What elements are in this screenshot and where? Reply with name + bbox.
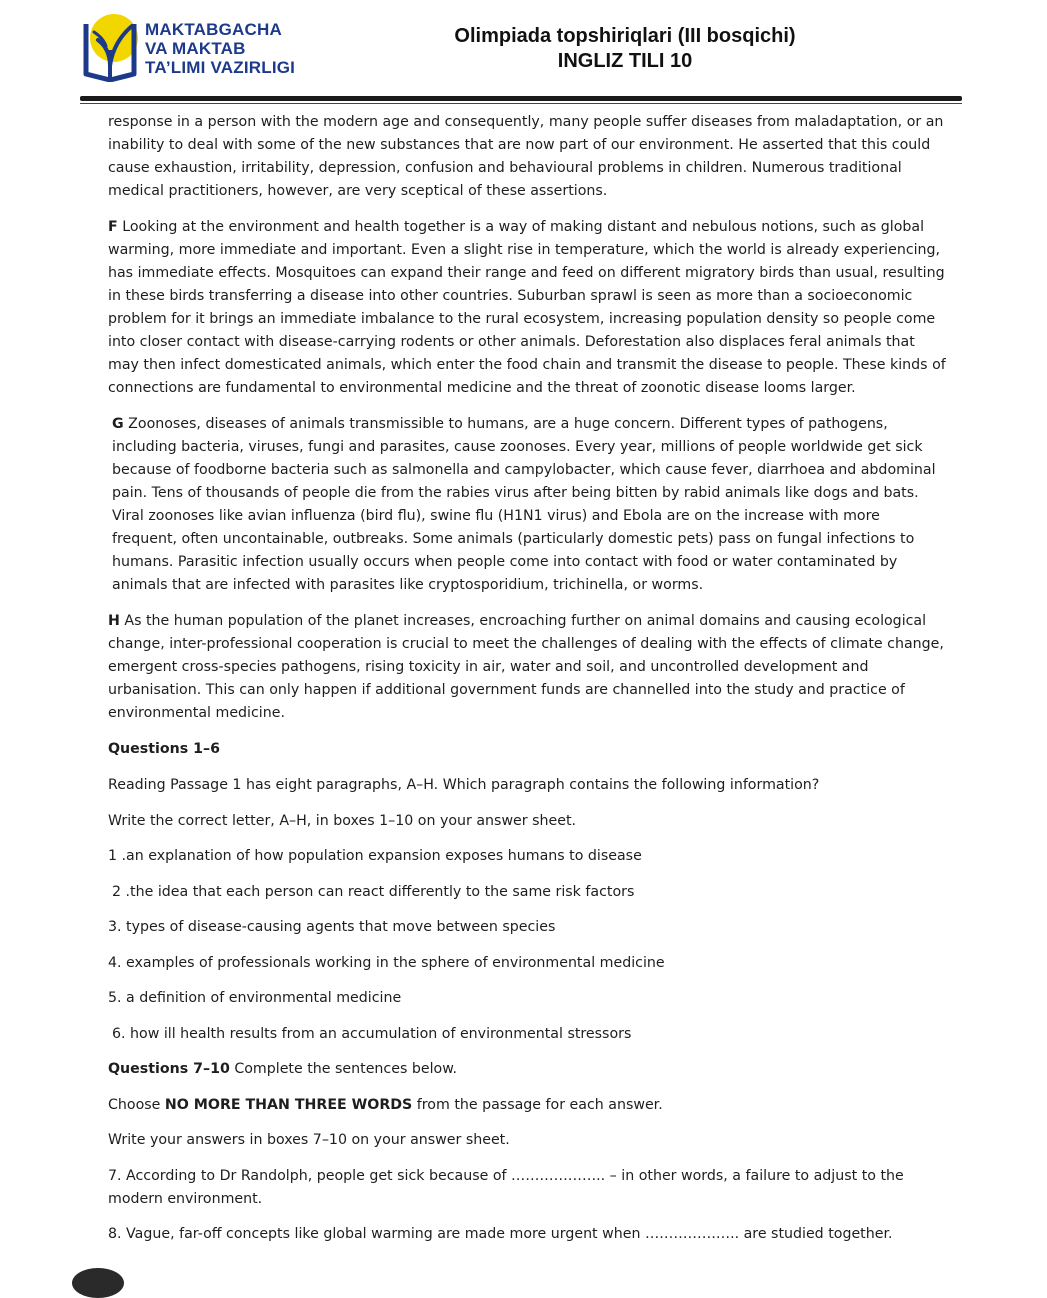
- question-item-5: 5. a definition of environmental medicine: [108, 990, 402, 1006]
- questions-1-6-heading-text: Questions 1–6: [108, 741, 220, 757]
- paragraph-f-text: Looking at the environment and health together is a way of making distant and nebulous notions, such as global warming, more immediate and important. Even a slight rise in temperature, which the world is already experiencing, has immediate effects. Mosquitoes can expand their range and feed on different migratory birds than usual, resulting in these birds transferring a disease into other countries. Suburban sprawl is seen as more than a socioeconomic problem for it brings an immediate imbalance to the rural ecosystem, increasing population density so people come into closer contact with disease-carrying rodents or other animals. Deforestation also displaces feral animals that may then infect domesticated animals, which enter the food chain and transmit the disease to people. These kinds of connections are fundamental to environmental medicine and the threat of zoonotic disease looms larger.: [108, 219, 946, 396]
- question-item-3: 3. types of disease-causing agents that move between species: [108, 919, 556, 935]
- questions-7-10-heading-text: Questions 7–10: [108, 1061, 230, 1077]
- question-item-7: 7. According to Dr Randolph, people get sick because of ……………….. – in other words, a failure to adjust to the modern environment.: [108, 1167, 904, 1207]
- title-line-2: INGLIZ TILI 10: [557, 50, 693, 72]
- ministry-line-2: VA MAKTAB: [145, 39, 246, 58]
- questions-7-10-heading-rest: Complete the sentences below.: [229, 1061, 458, 1077]
- paragraph-continued: response in a person with the modern age and consequently, many people suffer diseases from maladaptation, or an inability to deal with some of the new substances that are now part of our environment. He asserted that this could cause exhaustion, irritability, depression, confusion and behavioural problems in children. Numerous traditional medical practitioners, however, are very sceptical of these assertions.: [108, 114, 944, 199]
- question-item-6: 6. how ill health results from an accumulation of environmental stressors: [112, 1025, 632, 1042]
- questions-1-6-instruction-2: Write the correct letter, A–H, in boxes 1–10 on your answer sheet.: [108, 812, 577, 829]
- ministry-logo-icon: [80, 10, 140, 82]
- question-item-8: 8. Vague, far-off concepts like global warming are made more urgent when ……………….. are studied together.: [108, 1226, 893, 1242]
- question-item-4: 4. examples of professionals working in the sphere of environmental medicine: [108, 954, 665, 971]
- questions-1-6-instruction-1: Reading Passage 1 has eight paragraphs, A–H. Which paragraph contains the following information?: [108, 777, 820, 793]
- choose-post: from the passage for each answer.: [412, 1096, 663, 1113]
- paragraph-g-text: Zoonoses, diseases of animals transmissible to humans, are a huge concern. Different types of pathogens, including bacteria, viruses, fungi and parasites, cause zoonoses. Every year, millions of people worldwide get sick because of foodborne bacteria such as salmonella and campylobacter, which cause fever, diarrhoea and abdominal pain. Tens of thousands of people die from the rabies virus after being bitten by rabid animals like dogs and bats. Viral zoonoses like avian influenza (bird flu), swine flu (H1N1 virus) and Ebola are on the increase with more frequent, often uncontainable, outbreaks. Some animals (particularly domestic pets) pass on fungal infections to humans. Parasitic infection usually occurs when people come into contact with food or water contaminated by animals that are infected with parasites like cryptosporidium, trichinella, or worms.: [112, 416, 936, 593]
- paragraph-h-text: As the human population of the planet increases, encroaching further on animal domains and causing ecological change, inter-professional cooperation is crucial to meet the challenges of dealing with the effects of climate change, emergent cross-species pathogens, rising toxicity in air, water and soil, and uncontrolled development and urbanisation. This can only happen if additional government funds are channelled into the study and practice of environmental medicine.: [108, 613, 944, 721]
- document-title: [400, 24, 850, 74]
- page-header: [0, 0, 1047, 100]
- paragraph-h: [108, 610, 948, 725]
- questions-1-6-heading: [108, 738, 948, 761]
- choose-pre: Choose: [108, 1096, 165, 1113]
- ministry-name: [145, 20, 295, 77]
- corner-shadow: [72, 1268, 124, 1298]
- questions-7-10-write: Write your answers in boxes 7–10 on your answer sheet.: [108, 1132, 510, 1148]
- title-line-1: Olimpiada topshiriqlari (III bosqichi): [454, 25, 796, 47]
- document-body: [108, 111, 948, 1259]
- choose-bold: NO MORE THAN THREE WORDS: [164, 1096, 413, 1113]
- paragraph-g: [108, 413, 948, 597]
- paragraph-f: [108, 216, 948, 400]
- header-rule-thick: [80, 96, 962, 101]
- question-item-1: 1 .an explanation of how population expansion exposes humans to disease: [108, 848, 642, 864]
- ministry-line-3: TA’LIMI VAZIRLIGI: [145, 58, 296, 77]
- questions-7-10-choose: [108, 1094, 948, 1117]
- question-item-2: 2 .the idea that each person can react differently to the same risk factors: [112, 883, 635, 900]
- paragraph-letter-h: H: [108, 613, 120, 629]
- header-rule-thin: [80, 103, 962, 104]
- paragraph-letter-g: G: [112, 416, 124, 432]
- ministry-line-1: MAKTABGACHA: [145, 20, 282, 39]
- questions-7-10-heading: [108, 1058, 948, 1081]
- paragraph-letter-f: F: [108, 219, 118, 235]
